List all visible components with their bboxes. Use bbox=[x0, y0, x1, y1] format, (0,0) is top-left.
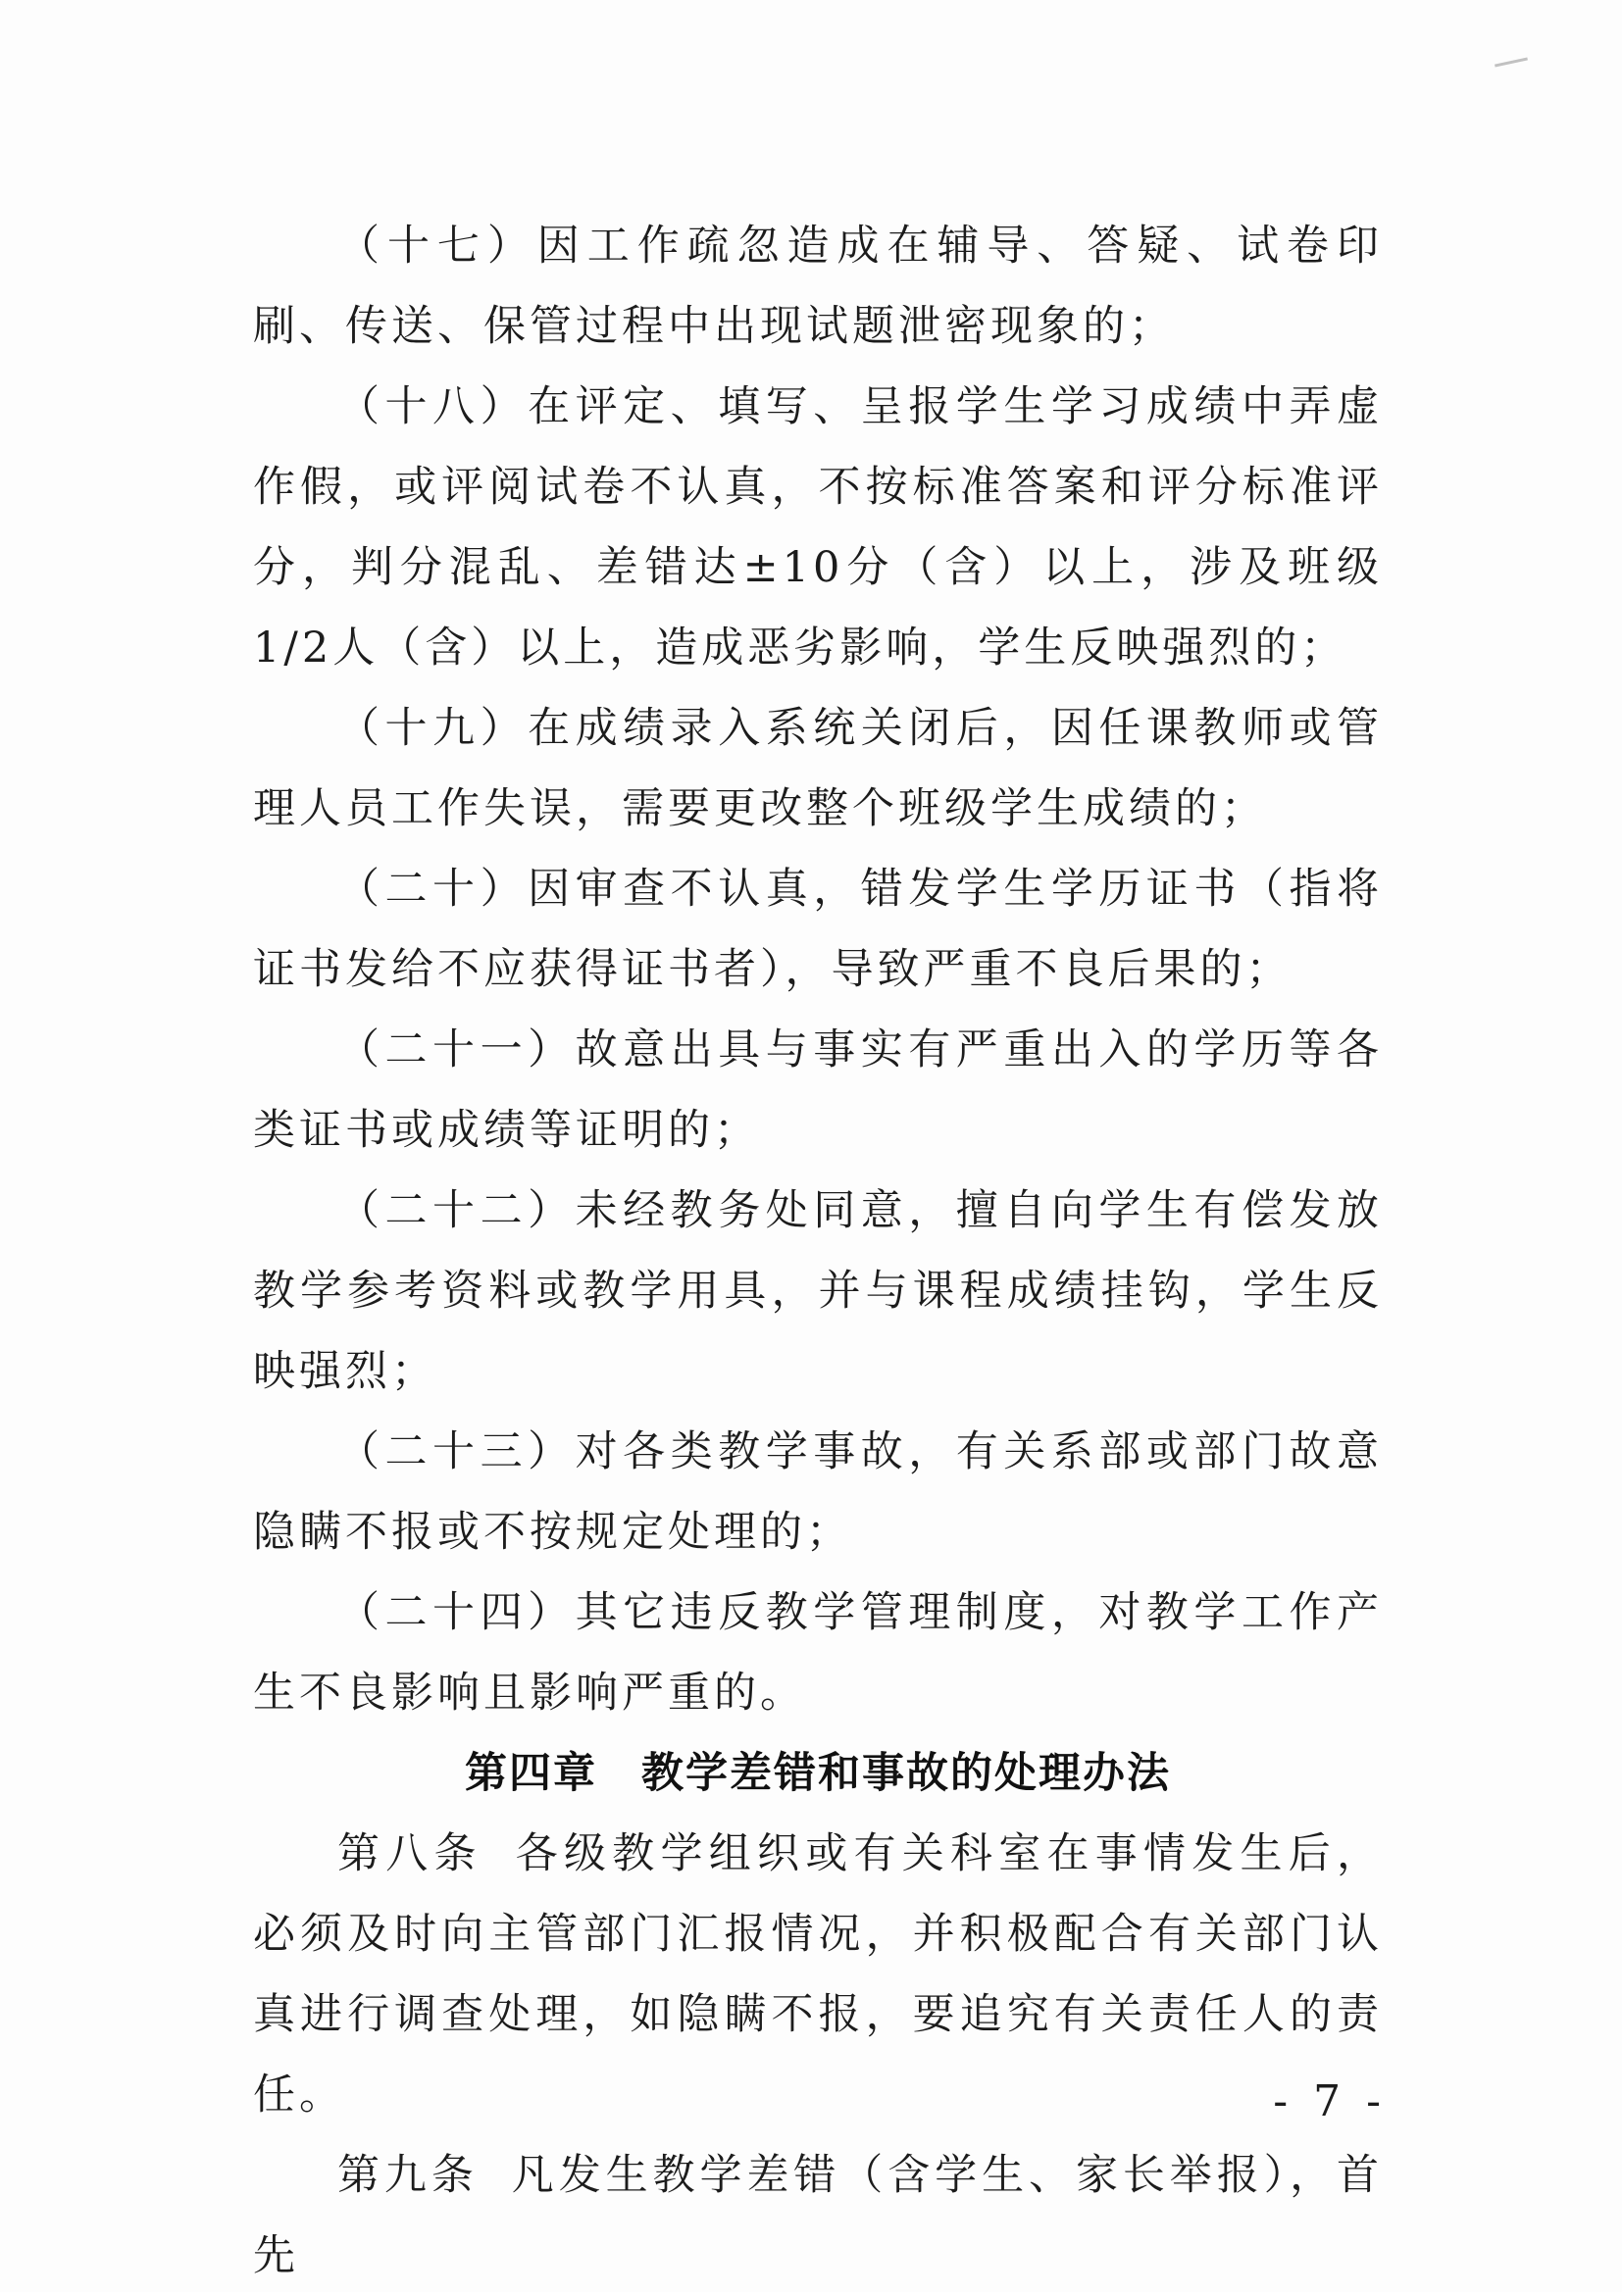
scan-artifact bbox=[1495, 57, 1528, 67]
list-item-19: （十九）在成绩录入系统关闭后，因任课教师或管理人员工作失误，需要更改整个班级学生成绩的； bbox=[253, 704, 1383, 833]
list-item-20: （二十）因审查不认真，错发学生学历证书（指将证书发给不应获得证书者），导致严重不良后果的； bbox=[253, 865, 1383, 994]
list-item-17: （十七）因工作疏忽造成在辅导、答疑、试卷印刷、传送、保管过程中出现试题泄密现象的； bbox=[253, 222, 1383, 351]
article-label: 第八条 bbox=[337, 1829, 482, 1878]
page-number: - 7 - bbox=[1273, 2076, 1387, 2126]
list-item-22: （二十二）未经教务处同意，擅自向学生有偿发放教学参考资料或教学用具，并与课程成绩挂钩，学生反映强烈； bbox=[253, 1186, 1383, 1396]
document-body bbox=[253, 206, 1383, 2296]
article-9 bbox=[253, 2135, 1383, 2296]
article-text: 凡发生教学差错（含学生、家长举报），首先 bbox=[253, 2151, 1384, 2280]
list-item-21: （二十一）故意出具与事实有严重出入的学历等各类证书或成绩等证明的； bbox=[253, 1025, 1383, 1155]
list-item-24: （二十四）其它违反教学管理制度，对教学工作产生不良影响且影响严重的。 bbox=[253, 1588, 1383, 1718]
list-item-18: （十八）在评定、填写、呈报学生学习成绩中弄虚作假，或评阅试卷不认真，不按标准答案和评分标准评分，判分混乱、差错达±10分（含）以上，涉及班级1/2人（含）以上，造成恶劣影响，学生反映强烈的； bbox=[253, 382, 1383, 673]
chapter-heading: 第四章 教学差错和事故的处理办法 bbox=[465, 1749, 1171, 1798]
list-item-23: （二十三）对各类教学事故，有关系部或部门故意隐瞒不报或不按规定处理的； bbox=[253, 1427, 1383, 1557]
article-8 bbox=[253, 1814, 1383, 2135]
article-label: 第九条 bbox=[337, 2151, 479, 2200]
article-text: 各级教学组织或有关科室在事情发生后，必须及时向主管部门汇报情况，并积极配合有关部门认真进行调查处理，如隐瞒不报，要追究有关责任人的责任。 bbox=[253, 1829, 1383, 2120]
